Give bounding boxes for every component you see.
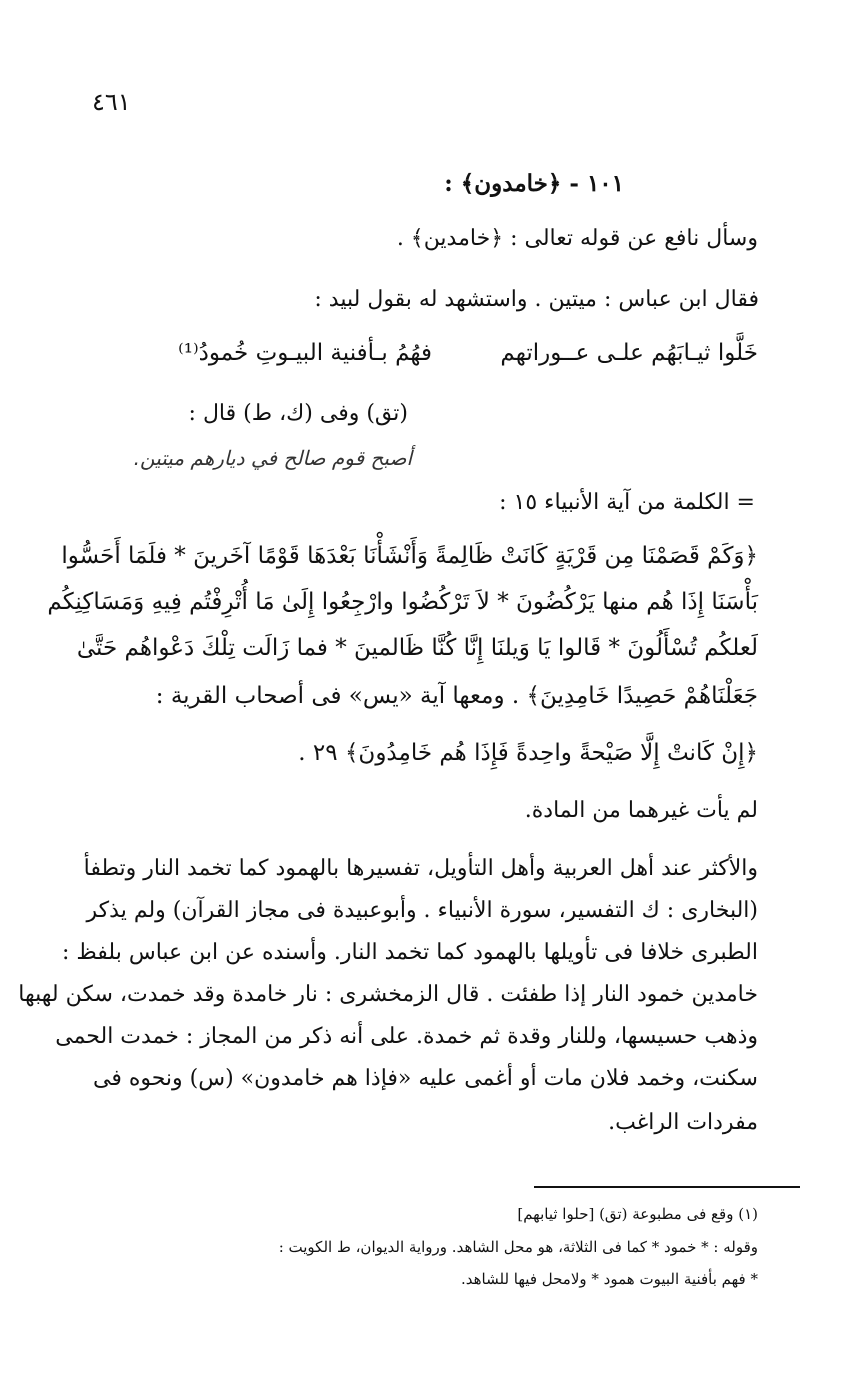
entry-heading: ١٠١ - ﴿خامدون﴾ : <box>444 170 624 197</box>
commentary-line: الطبرى خلافا فى تأويلها بالهمود كما تخمد النار. وأسنده عن ابن عباس بلفظ : <box>62 940 758 965</box>
commentary-line: خامدين خمود النار إذا طفئت . قال الزمخشرى : نار خامدة وقد خمدت، سكن لهبها <box>18 982 758 1007</box>
commentary-line: والأكثر عند أهل العربية وأهل التأويل، تفسيرها بالهمود كما تخمد النار وتطفأ <box>83 856 758 881</box>
handwritten-note: أصبح قوم صالح في ديارهم ميتين. <box>133 446 412 470</box>
commentary-line: وذهب حسيسها، وللنار وقدة ثم خمدة. على أنه ذكر من المجاز : خمدت الحمى <box>55 1024 758 1049</box>
word-reference: = الكلمة من آية الأنبياء ١٥ : <box>499 490 755 515</box>
commentary-line: سكنت، وخمد فلان مات أو أغمى عليه «فإذا هم خامدون» (س) ونحوه فى <box>92 1066 758 1091</box>
answer-line: فقال ابن عباس : ميتين . واستشهد له بقول لبيد : <box>314 287 759 312</box>
commentary-line: مفردات الراغب. <box>608 1110 758 1135</box>
yasin-verse: ﴿إِنْ كَانتْ إِلَّا صَيْحةً واحِدةً فَإِذَا هُم خَامِدُونَ﴾ ٢٩ . <box>298 740 758 766</box>
quran-line: جَعَلْنَاهُمْ حَصِيدًا خَامِدِينَ﴾ . ومعها آية «يس» فى أصحاب القرية : <box>155 683 758 709</box>
footnote-line: وقوله : * خمود * كما فى الثلاثة، هو محل الشاهد. ورواية الديوان، ط الكويت : <box>278 1238 758 1256</box>
variant-note: (تق) وفى (ك، ط) قال : <box>188 401 408 426</box>
footnote-line: (١) وقع فى مطبوعة (تق) [حلوا ثيابهم] <box>517 1205 758 1223</box>
quran-line: ﴿وَكَمْ قَصَمْنَا مِن قَرْيَةٍ كَانَتْ ظَالِمةً وَأَنْشَأْنَا بَعْدَهَا قَوْمًا آخَرينَ * فلَمَا أَحَسُّوا <box>61 543 758 569</box>
footnote-line: * فهم بأفنية البيوت همود * ولامحل فيها للشاهد. <box>461 1270 758 1288</box>
commentary-line: (البخارى : ك التفسير، سورة الأنبياء . وأبوعبيدة فى مجاز القرآن) ولم يذكر <box>86 898 758 923</box>
verse-first-hemistich: خَلَّوا ثيـابَهُم علـى عــوراتهم <box>500 340 758 366</box>
quran-line: لَعلكُم تُسْأَلُونَ * قَالوا يَا وَيلنَا إِنَّا كُنَّا ظَالمينَ * فما زَالَت تِلْكَ دَعْواهُم حَتَّىٰ <box>76 635 758 661</box>
verse-second-hemistich: فهُمُ بـأفنية البيـوتِ خُمودُ⁽¹⁾ <box>178 340 432 366</box>
question-line: وسأل نافع عن قوله تعالى : ﴿خامدين﴾ . <box>396 226 758 251</box>
quran-line: بَأْسَنَا إِذَا هُم منها يَرْكُضُونَ * لاَ تَرْكُضُوا وارْجِعُوا إِلَىٰ مَا أُتْرِفْتُم فِيهِ وَمَسَاكِنِكُم <box>47 589 758 615</box>
no-other-note: لم يأت غيرهما من المادة. <box>524 798 758 823</box>
page-number: ٤٦١ <box>92 88 131 116</box>
footnote-rule <box>534 1186 800 1188</box>
